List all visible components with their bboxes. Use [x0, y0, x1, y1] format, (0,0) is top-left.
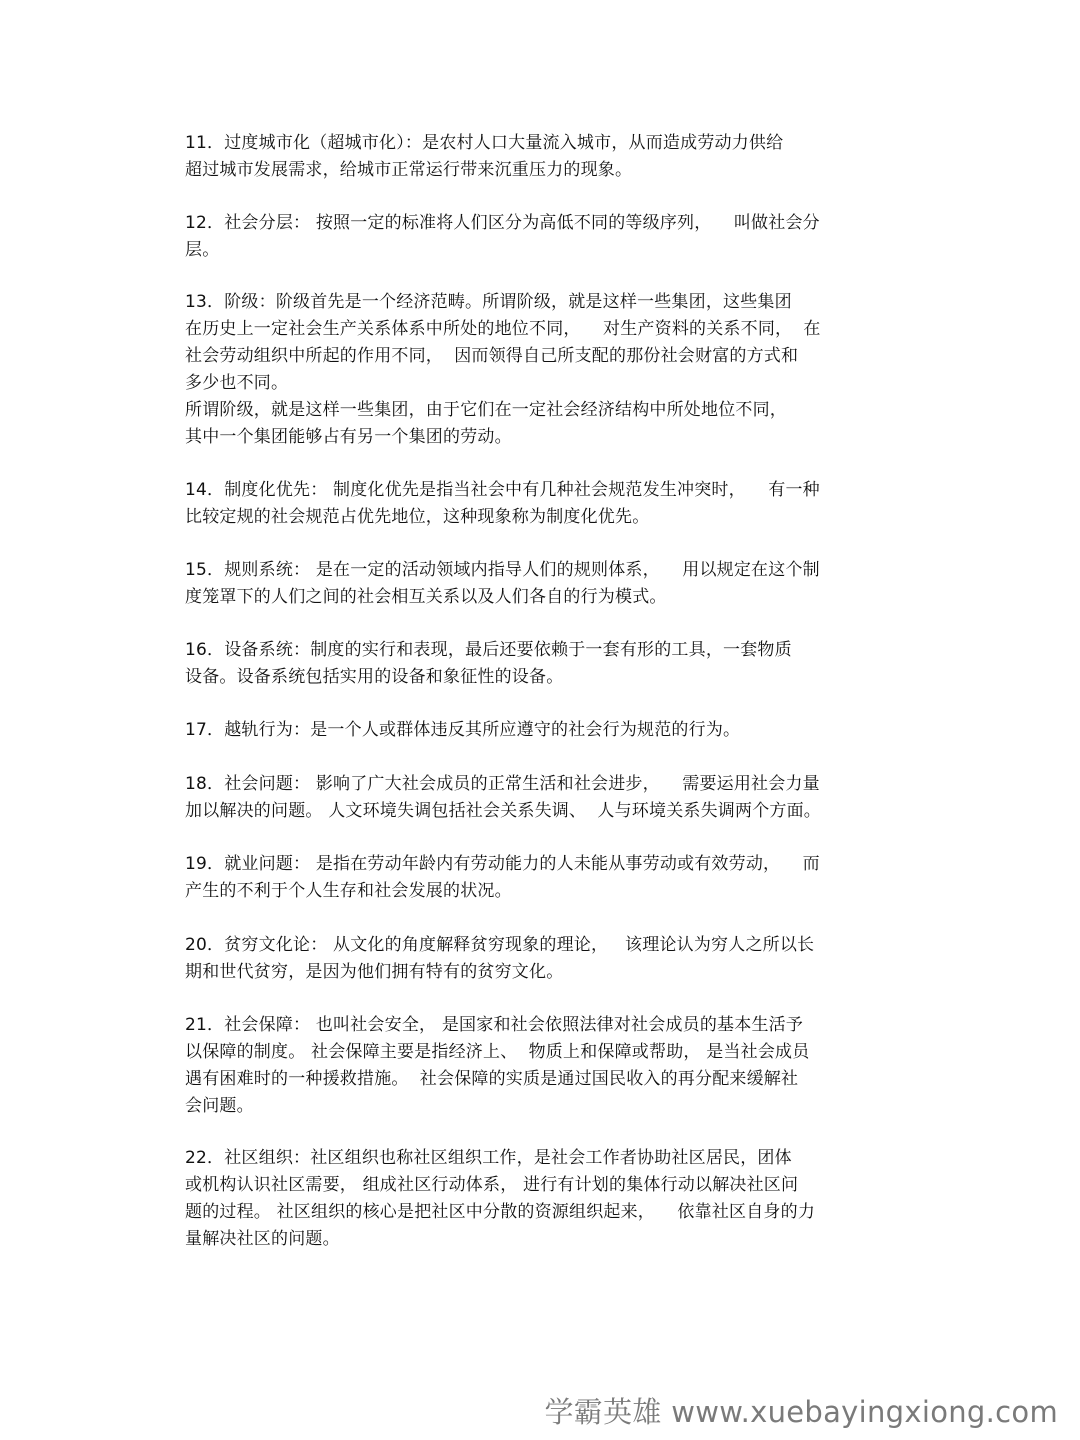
text-line: 设备。设备系统包括实用的设备和象征性的设备。 — [185, 667, 564, 687]
entry-16 — [185, 637, 905, 691]
entry-13 — [185, 289, 905, 451]
entry-19 — [185, 851, 905, 905]
text-line: 加以解决的问题。 人文环境失调包括社会关系失调、 人与环境关系失调两个方面。 — [185, 801, 822, 821]
entry-20 — [185, 932, 905, 986]
text-line: 量解决社区的问题。 — [185, 1229, 340, 1249]
text-line: 11．过度城市化（超城市化）：是农村人口大量流入城市，从而造成劳动力供给 — [185, 133, 784, 153]
text-line: 14．制度化优先： 制度化优先是指当社会中有几种社会规范发生冲突时， 有一种 — [185, 480, 820, 500]
text-line: 18．社会问题： 影响了广大社会成员的正常生活和社会进步， 需要运用社会力量 — [185, 774, 820, 794]
entry-15 — [185, 557, 905, 611]
text-line: 16．设备系统：制度的实行和表现，最后还要依赖于一套有形的工具，一套物质 — [185, 640, 792, 660]
entry-12 — [185, 210, 905, 264]
entry-14 — [185, 477, 905, 531]
text-line: 超过城市发展需求，给城市正常运行带来沉重压力的现象。 — [185, 160, 633, 180]
text-line: 度笼罩下的人们之间的社会相互关系以及人们各自的行为模式。 — [185, 587, 667, 607]
text-line: 层。 — [185, 240, 220, 260]
text-line: 题的过程。 社区组织的核心是把社区中分散的资源组织起来， 依靠社区自身的力 — [185, 1202, 816, 1222]
text-line: 产生的不利于个人生存和社会发展的状况。 — [185, 881, 512, 901]
text-line: 15．规则系统： 是在一定的活动领域内指导人们的规则体系， 用以规定在这个制 — [185, 560, 820, 580]
text-line: 所谓阶级，就是这样一些集团，由于它们在一定社会经济结构中所处地位不同， — [185, 400, 787, 420]
entry-17 — [185, 717, 905, 744]
text-line: 多少也不同。 — [185, 373, 289, 393]
text-line: 12．社会分层： 按照一定的标准将人们区分为高低不同的等级序列， 叫做社会分 — [185, 213, 820, 233]
entry-18 — [185, 771, 905, 825]
text-line: 20．贫穷文化论： 从文化的角度解释贫穷现象的理论， 该理论认为穷人之所以长 — [185, 935, 815, 955]
text-line: 在历史上一定社会生产关系体系中所处的地位不同， 对生产资料的关系不同， 在 — [185, 319, 821, 339]
text-line: 21．社会保障： 也叫社会安全， 是国家和社会依照法律对社会成员的基本生活予 — [185, 1015, 804, 1035]
text-line: 以保障的制度。 社会保障主要是指经济上、 物质上和保障或帮助， 是当社会成员 — [185, 1042, 810, 1062]
text-line: 其中一个集团能够占有另一个集团的劳动。 — [185, 427, 512, 447]
text-line: 期和世代贫穷，是因为他们拥有特有的贫穷文化。 — [185, 962, 564, 982]
text-line: 遇有困难时的一种援救措施。 社会保障的实质是通过国民收入的再分配来缓解社 — [185, 1069, 799, 1089]
text-line: 社会劳动组织中所起的作用不同， 因而领得自己所支配的那份社会财富的方式和 — [185, 346, 799, 366]
text-line: 会问题。 — [185, 1096, 254, 1116]
entry-21 — [185, 1012, 905, 1120]
entry-11 — [185, 130, 905, 184]
text-line: 17．越轨行为：是一个人或群体违反其所应遵守的社会行为规范的行为。 — [185, 720, 741, 740]
text-line: 22．社区组织：社区组织也称社区组织工作，是社会工作者协助社区居民，团体 — [185, 1148, 792, 1168]
watermark-text: 学霸英雄 www.xuebayingxiong.com — [544, 1395, 1058, 1429]
text-line: 或机构认识社区需要， 组成社区行动体系， 进行有计划的集体行动以解决社区问 — [185, 1175, 799, 1195]
text-line: 19．就业问题： 是指在劳动年龄内有劳动能力的人未能从事劳动或有效劳动， 而 — [185, 854, 820, 874]
text-line: 13．阶级：阶级首先是一个经济范畴。所谓阶级，就是这样一些集团，这些集团 — [185, 292, 792, 312]
entry-22 — [185, 1145, 905, 1253]
text-line: 比较定规的社会规范占优先地位，这种现象称为制度化优先。 — [185, 507, 650, 527]
